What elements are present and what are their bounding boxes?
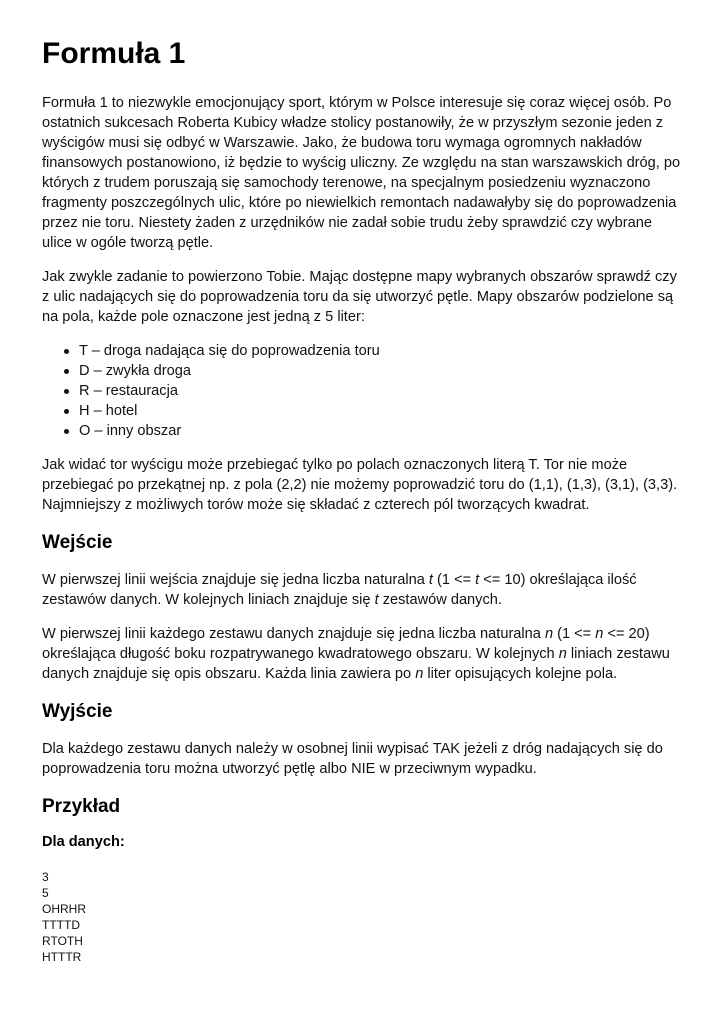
output-paragraph: Dla każdego zestawu danych należy w osobnej linii wypisać TAK jeżeli z dróg nadających się do poprowadzenia toru można utworzyć pętlę albo NIE w przeciwnym wypadku.: [42, 741, 663, 777]
input-heading: Wejście: [42, 532, 113, 553]
sample-line: RTOTH: [42, 934, 83, 948]
legend-item: R – restauracja: [79, 381, 682, 401]
rules-paragraph: Jak widać tor wyścigu może przebiegać tylko po polach oznaczonych literą T. Tor nie może przebiegać po przekątnej np. z pola (2,2) nie możemy poprowadzić toru do (1,1), (1,3), (3,1), (3,3). Najmniejszy z możliwych torów może się składać z czterech pól tworzących kwadrat.: [42, 457, 678, 513]
page-title: Formuła 1: [42, 37, 186, 70]
var-n: n: [595, 626, 604, 642]
var-n: n: [558, 646, 567, 662]
sample-line: HTTTR: [42, 950, 82, 964]
task-paragraph: Jak zwykle zadanie to powierzono Tobie. Mając dostępne mapy wybranych obszarów sprawdź czy z ulic nadających się do poprowadzenia toru da się utworzyć pętle. Mapy obszarów podzielone są na pola, każde pole oznaczone jest jedną z 5 liter:: [42, 269, 677, 325]
intro-paragraph: Formuła 1 to niezwykle emocjonujący sport, którym w Polsce interesuje się coraz więcej osób. Po ostatnich sukcesach Roberta Kubicy władze stolicy postanowiły, że w przyszłym sezonie jeden z wyścigów musi się odbyć w Warszawie. Jako, że budowa toru wymaga ogromnych nakładów finansowych postanowiono, iż będzie to wyścig uliczny. Ze względu na stan warszawskich dróg, po których z trudem poruszają się samochody terenowe, na specjalnym posiedzeniu wyznaczono fragmenty poszczególnych ulic, które po niewielkich remontach nadawałyby się do poprowadzenia przez nie toru. Niestety żaden z urzędników nie zadał sobie trudu żeby sprawdzić czy wybrane ulice w ogóle tworzą pętle.: [42, 95, 681, 251]
document-page: [42, 0, 682, 965]
legend-item: T – droga nadająca się do poprowadzenia toru: [79, 341, 682, 361]
sample-line: 5: [42, 886, 49, 900]
var-n: n: [415, 666, 424, 682]
var-t: t: [374, 592, 379, 608]
input-paragraph-1: W pierwszej linii wejścia znajduje się jedna liczba naturalna t (1 <= t <= 10) określająca ilość zestawów danych. W kolejnych liniach znajduje się t zestawów danych.: [42, 572, 637, 608]
sample-line: TTTTD: [42, 918, 80, 932]
var-n: n: [544, 626, 554, 642]
example-input-subheading: Dla danych:: [42, 834, 125, 850]
legend-item: H – hotel: [79, 401, 682, 421]
example-input-block: [42, 869, 682, 965]
output-heading: Wyjście: [42, 701, 113, 722]
sample-line: OHRHR: [42, 902, 86, 916]
letter-legend-list: [42, 341, 682, 441]
sample-line: 3: [42, 870, 49, 884]
input-paragraph-2: W pierwszej linii każdego zestawu danych znajduje się jedna liczba naturalna n (1 <= n <= 20) określająca długość boku rozpatrywanego kwadratowego obszaru. W kolejnych n liniach zestawu danych znajduje się opis obszaru. Każda linia zawiera po n liter opisujących kolejne pola.: [42, 626, 670, 682]
var-t: t: [475, 572, 480, 588]
legend-item: D – zwykła droga: [79, 361, 682, 381]
example-heading: Przykład: [42, 796, 121, 817]
legend-item: O – inny obszar: [79, 421, 682, 441]
var-t: t: [428, 572, 433, 588]
